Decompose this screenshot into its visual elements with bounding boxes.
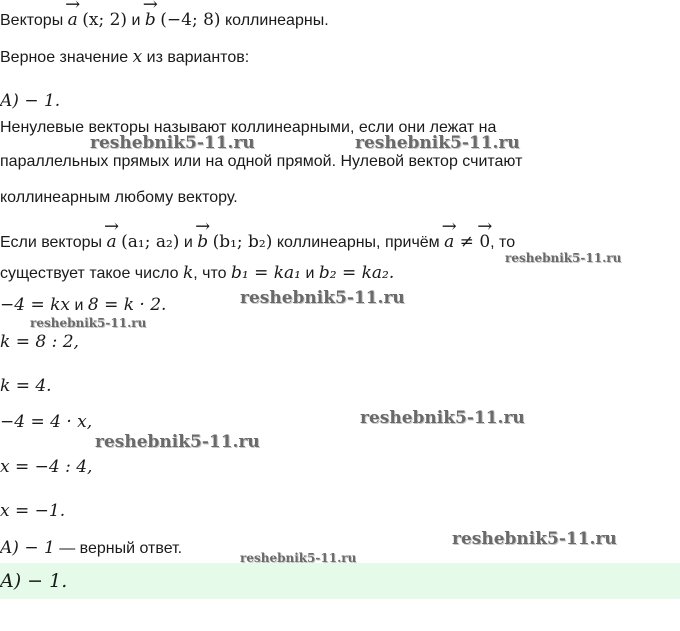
vector-b: → b [145,5,156,31]
watermark: reshebnik5-11.ru [30,316,147,330]
theory-line-1: Ненулевые векторы называют коллинеарными, если они лежат на [0,119,497,136]
watermark: reshebnik5-11.ru [360,408,525,428]
watermark: reshebnik5-11.ru [90,133,255,153]
eq-b2: b₂ = ka₂. [318,263,395,283]
final-answer-box [0,563,680,599]
answer-math: A) − 1 [0,538,55,558]
prompt-var-x: x [132,47,143,67]
solution-step-1 [0,294,166,317]
eq-b1: b₁ = ka₁ [230,263,301,283]
solution-x-division: x = −4 : 4, [0,457,93,477]
collinear-and-text: коллинеарны, причём [276,234,440,251]
prompt-start: Верное значение [0,49,129,66]
theory-line-3: коллинеарным любому вектору. [0,189,238,206]
neq-sign: ≠ [454,232,480,252]
watermark: reshebnik5-11.ru [452,529,617,549]
solution-and: и [74,297,84,314]
vector-a: → a [68,5,78,31]
nonzero-vector-a: → a [444,227,454,253]
watermark: reshebnik5-11.ru [240,288,405,308]
theory-a-coords: (a₁; a₂) [121,232,180,252]
solution-k-expression: k = 8 : 2, [0,332,79,352]
vectors-word: Векторы [0,12,64,29]
theory-condition [0,227,515,254]
solution-x-expression: −4 = 4 · x, [0,412,93,432]
watermark: reshebnik5-11.ru [95,432,260,452]
answer-text: — верный ответ. [54,540,183,557]
theory-line-2: параллельных прямых или на одной прямой. Нулевой вектор считают [0,153,523,170]
theory-vector-b: → b [197,227,208,253]
solution-x-value: x = −1. [0,501,66,521]
then-text: , то [490,234,516,251]
vector-a-coords: (x; 2) [82,10,128,30]
task-statement [0,5,329,32]
solution-k-value: k = 4. [0,376,52,396]
theory-and: и [183,234,193,251]
task-option: A) − 1. [0,91,61,111]
exists-text: существует такое число [0,265,179,282]
theory-vector-a: → a [107,227,117,253]
prompt-end: из вариантов: [146,49,250,66]
task-prompt [0,46,249,69]
zero-vector: → 0 [479,227,490,253]
if-vectors-text: Если векторы [0,234,103,251]
watermark: reshebnik5-11.ru [355,133,520,153]
eq-k2: 8 = k · 2. [87,295,167,315]
vector-b-coords: (−4; 8) [160,10,221,30]
k-symbol: k [182,263,194,283]
eq-kx: −4 = kx [0,295,71,315]
watermark: reshebnik5-11.ru [240,551,357,565]
comma-what-text: , что [193,265,227,282]
and-word-2: и [305,265,315,282]
theory-existence [0,262,394,285]
theory-b-coords: (b₁; b₂) [212,232,273,252]
solution-answer-line [0,537,182,560]
final-answer: A) − 1. [0,570,68,592]
collinear-word: коллинеарны. [224,12,329,29]
watermark: reshebnik5-11.ru [505,251,622,265]
and-word: и [131,12,141,29]
